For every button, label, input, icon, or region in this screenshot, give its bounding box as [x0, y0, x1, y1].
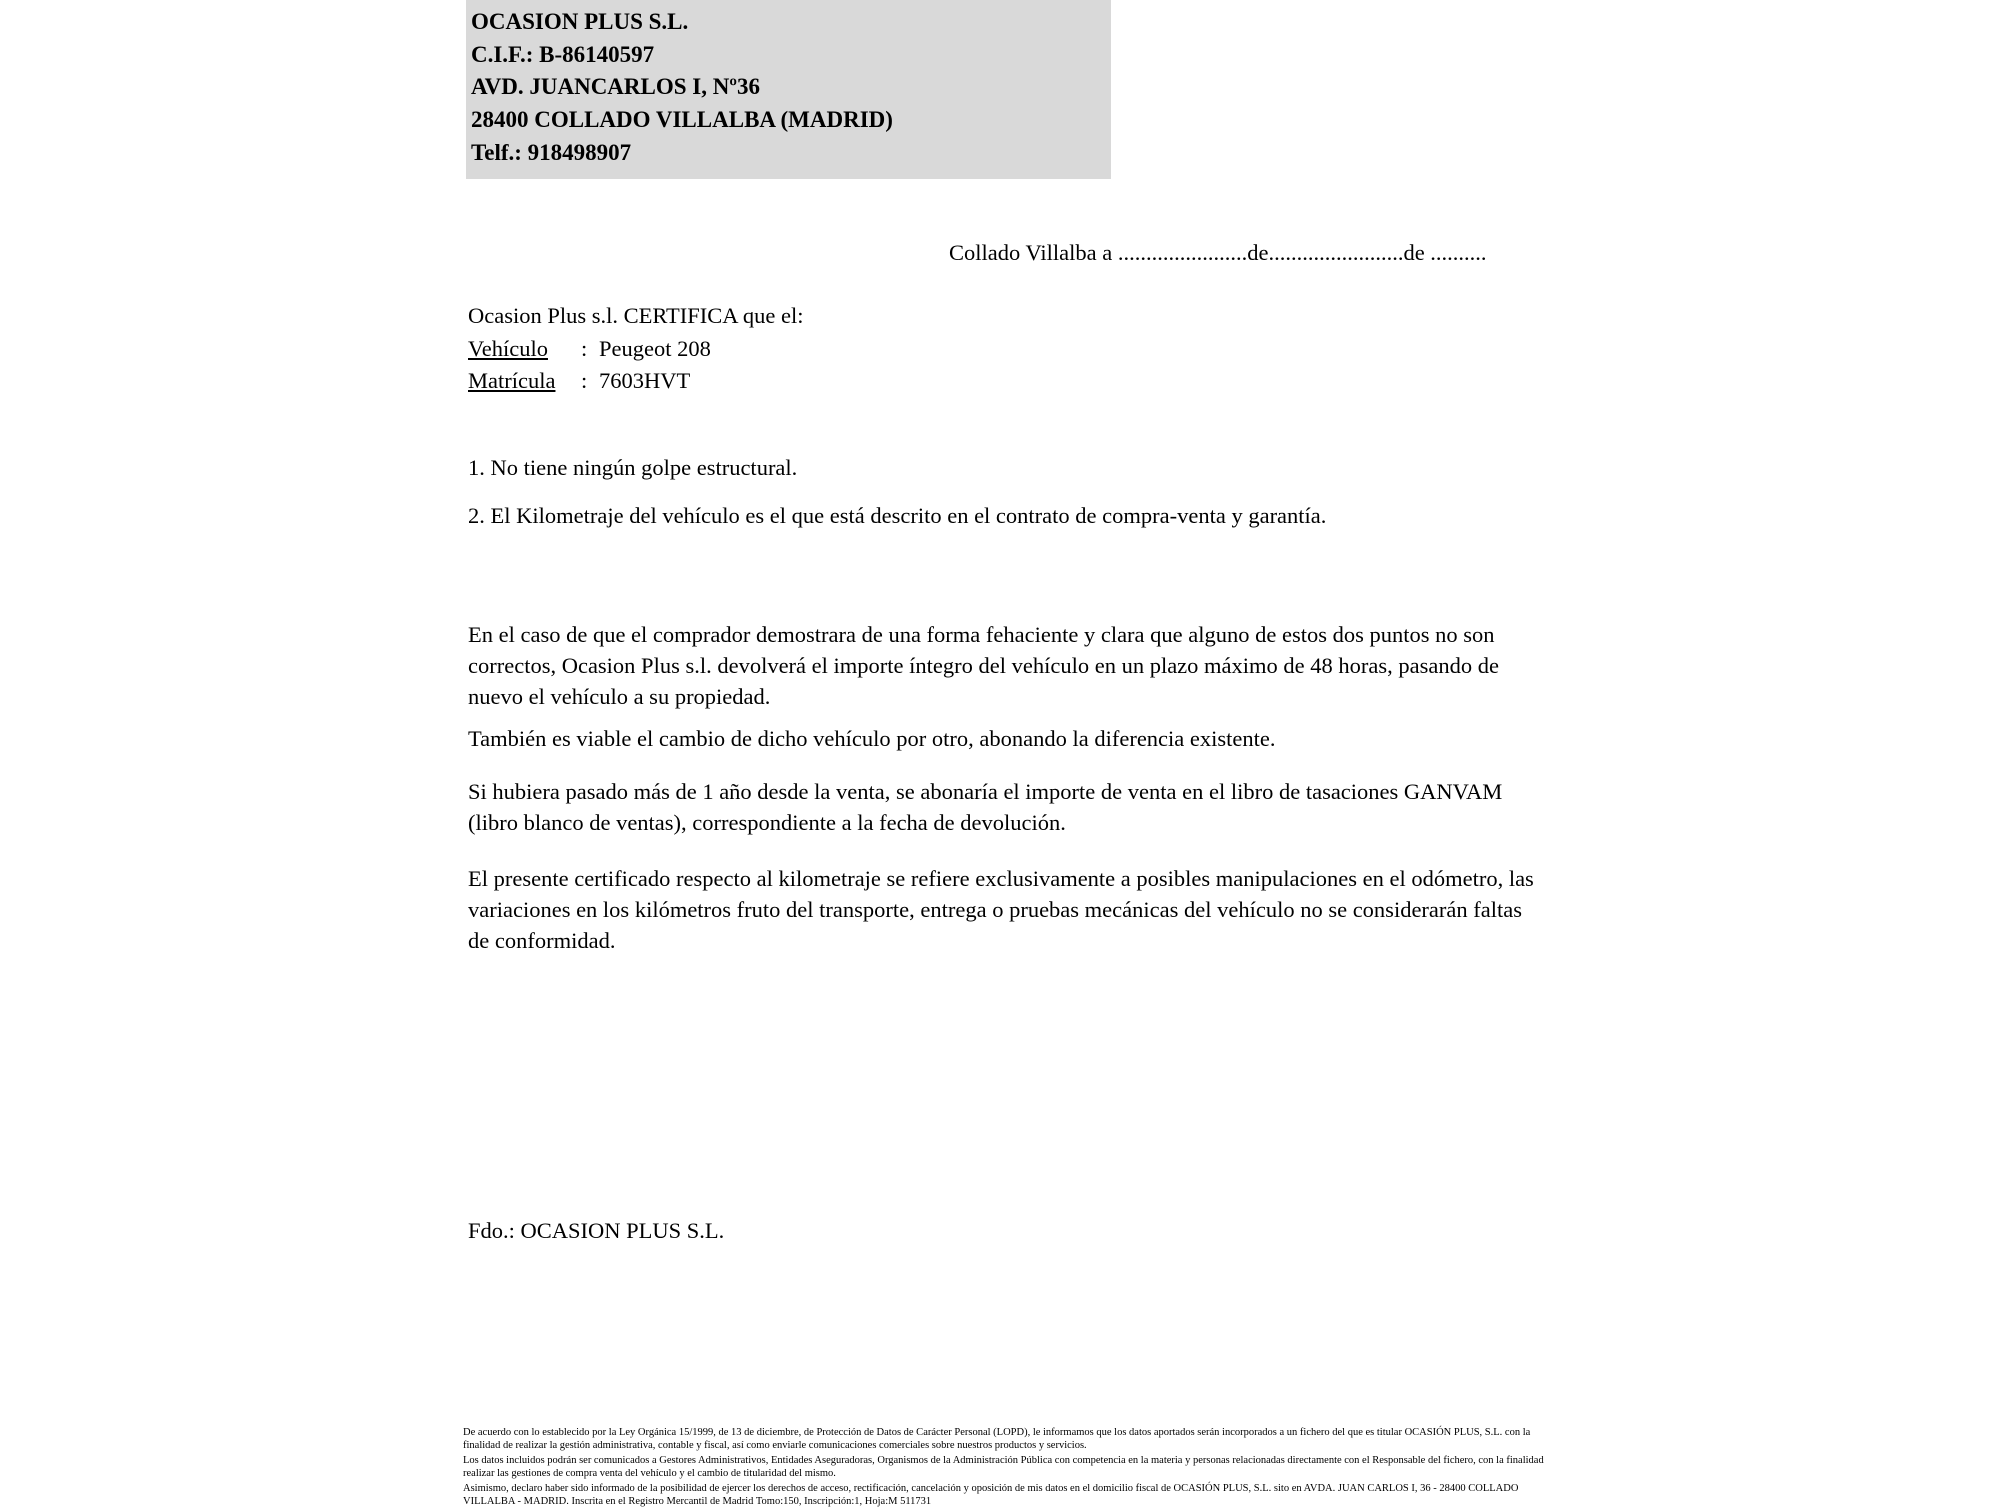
legal-footnote: [463, 1426, 1553, 1510]
vehicle-label: Vehículo: [468, 335, 548, 361]
paragraph-odometer-scope: El presente certificado respecto al kilometraje se refiere exclusivamente a posibles manipulaciones en el odómetro, las variaciones en los kilómetros fruto del transporte, entrega o pruebas mecánicas del vehículo no se considerarán faltas de conformidad.: [468, 866, 1534, 954]
company-name: OCASION PLUS S.L.: [471, 9, 689, 34]
certification-point-2: 2. El Kilometraje del vehículo es el que está descrito en el contrato de compra-venta y garantía.: [468, 503, 1327, 528]
date-line: Collado Villalba a .......................de........................de ..........: [949, 240, 1487, 265]
signature-line: Fdo.: OCASION PLUS S.L.: [468, 1218, 725, 1243]
company-address-city: 28400 COLLADO VILLALBA (MADRID): [471, 106, 893, 132]
company-header-block: [466, 0, 1111, 179]
vehicle-value: Peugeot 208: [599, 335, 711, 361]
company-address-street: AVD. JUANCARLOS I, Nº36: [471, 74, 760, 100]
company-phone: Telf.: 918498907: [471, 139, 632, 165]
paragraph-refund-terms: En el caso de que el comprador demostrara de una forma fehaciente y clara que alguno de estos dos puntos no son correctos, Ocasion Plus s.l. devolverá el importe íntegro del vehículo en un plazo máximo de 48 horas, pasando de nuevo el vehículo a su propiedad.: [468, 622, 1499, 710]
plate-value: 7603HVT: [599, 368, 691, 394]
certification-intro: Ocasion Plus s.l. CERTIFICA que el:: [468, 303, 804, 328]
vehicle-row: [468, 333, 804, 366]
footnote-paragraph-1: De acuerdo con lo establecido por la Ley Orgánica 15/1999, de 13 de diciembre, de Protección de Datos de Carácter Personal (LOPD), le informamos que los datos aportados serán incorporados a un fichero del que es titular OCASIÓN PLUS, S.L. con la finalidad de realizar la gestión administrativa, contable y fiscal, así como enviarle comunicaciones comerciales sobre nuestros productos y servicios.: [463, 1427, 1531, 1452]
company-cif: C.I.F.: B-86140597: [471, 41, 655, 67]
certification-point-1: 1. No tiene ningún golpe estructural.: [468, 455, 798, 480]
certification-block: [468, 300, 804, 398]
footnote-paragraph-3: Asimismo, declaro haber sido informado de la posibilidad de ejercer los derechos de acceso, rectificación, cancelación y oposición de mis datos en el domicilio fiscal de OCASIÓN PLUS, S.L. sito en AVDA. JUAN CARLOS I, 36 - 28400 COLLADO VILLALBA - MADRID. Inscrita en el Registro Mercantil de Madrid Tomo:150, Inscripción:1, Hoja:M 511731: [463, 1482, 1519, 1508]
paragraph-vehicle-exchange: También es viable el cambio de dicho vehículo por otro, abonando la diferencia existente.: [468, 726, 1276, 751]
plate-row: [468, 365, 804, 398]
plate-separator: :: [581, 368, 588, 394]
vehicle-separator: :: [581, 335, 588, 361]
footnote-paragraph-2: Los datos incluidos podrán ser comunicados a Gestores Administrativos, Entidades Aseguradoras, Organismos de la Administración Pública con competencia en la materia y personas relacionadas directamente con el Responsable del fichero, con la finalidad realizar las gestiones de compra venta del vehículo y el cambio de titularidad del mismo.: [463, 1454, 1544, 1480]
paragraph-one-year-clause: Si hubiera pasado más de 1 año desde la venta, se abonaría el importe de venta en el libro de tasaciones GANVAM (libro blanco de ventas), correspondiente a la fecha de devolución.: [468, 779, 1503, 836]
plate-label: Matrícula: [468, 368, 556, 394]
